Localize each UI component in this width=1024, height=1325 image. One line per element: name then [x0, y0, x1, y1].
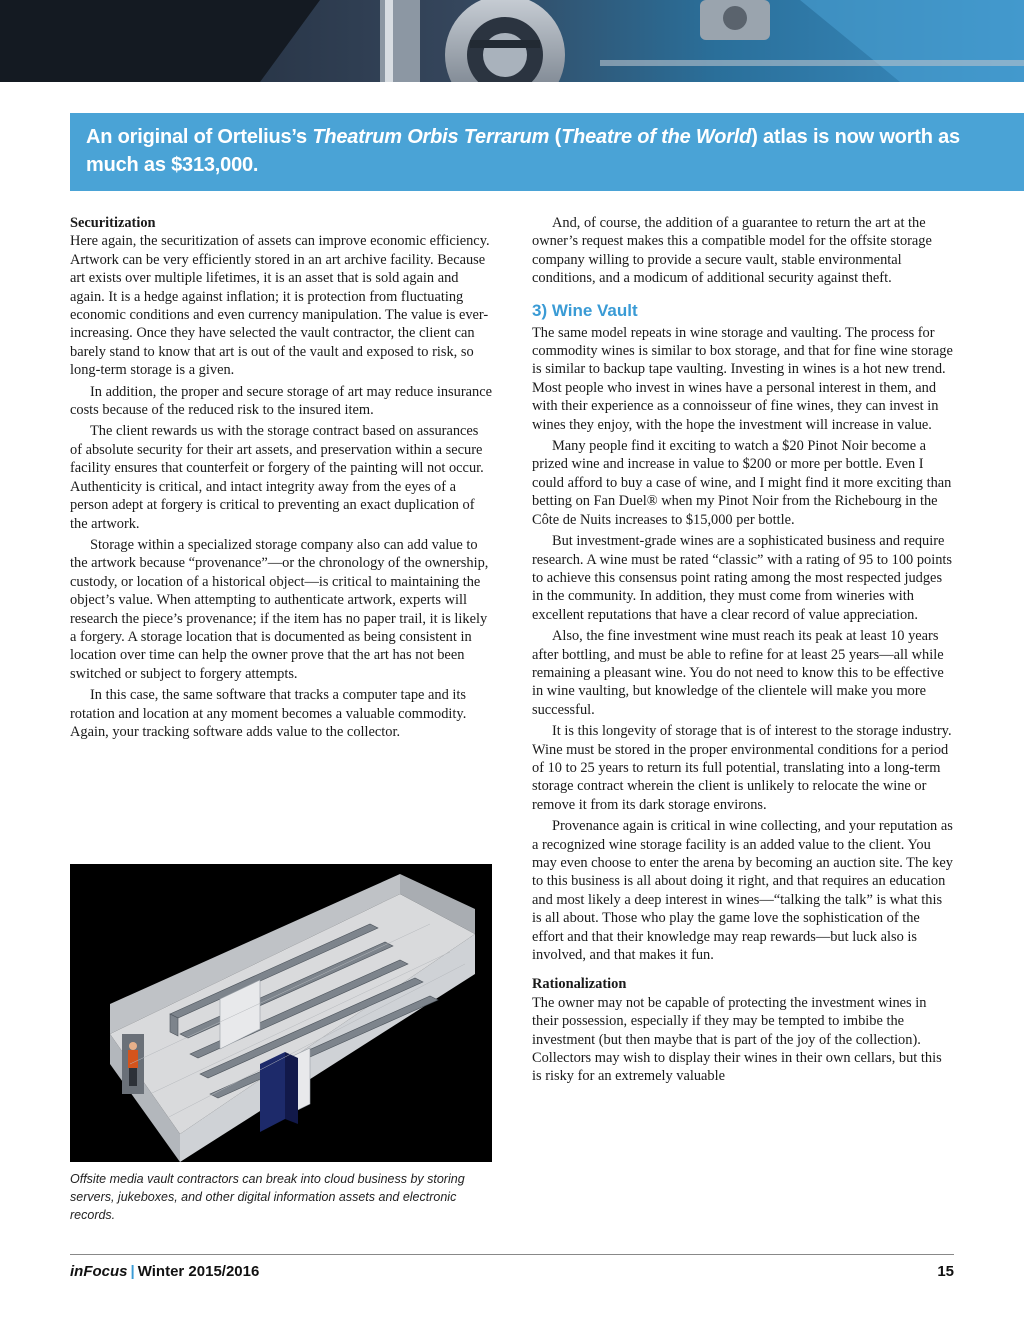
pull-quote-atlas-title: Theatrum Orbis Terrarum	[312, 126, 550, 148]
machinery-illustration	[0, 0, 1024, 82]
left-column	[70, 214, 492, 744]
body-paragraph: The client rewards us with the storage contract based on assurances of absolute security for their art assets, and preservation within a secure facility ensures that counterfeit or forgery of the painting will not occur. Authenticity is critical, and intact integrity away from the eyes of a person adept at forgery is critical to preventing an exact duplication of the artwork.	[70, 423, 484, 532]
body-paragraph: Also, the fine investment wine must reach its peak at least 10 years after bottling, and must be able to refine for at least 25 years—all while remaining a pleasant wine. You do not need to know this to be effective in wine vaulting, but knowledge of the clientele will make you more successful.	[532, 628, 944, 718]
pull-quote-text	[86, 123, 986, 179]
magazine-name: inFocus	[70, 1263, 128, 1280]
figure-caption: Offsite media vault contractors can break into cloud business by storing servers, jukeboxes, and other digital information assets and electronic records.	[70, 1172, 465, 1222]
right-column	[532, 214, 954, 1089]
pull-quote-part2: (	[549, 126, 562, 148]
securitization-heading: Securitization	[70, 215, 156, 231]
body-paragraph: Provenance again is critical in wine collecting, and your reputation as a recognized wine storage facility is an added value to the client. You may even choose to enter the arena by becoming an auction site. The key to this business is all about doing it right, and that requires an education and most likely a deep interest in wines—“talking the talk” is what this is all about. Those who play the game love the sophistication of the effort and that their knowledge may reap rewards—but luck also is involved, and that makes it fun.	[532, 818, 953, 964]
footer-separator: |	[130, 1263, 135, 1280]
header-banner-image	[0, 0, 1024, 82]
issue-label: Winter 2015/2016	[137, 1263, 260, 1280]
page-number: 15	[937, 1263, 954, 1280]
body-paragraph: Here again, the securitization of assets can improve economic efficiency. Artwork can be very efficiently stored in an art archive facility. Because art exists over multiple lifetimes, it is an asset that is sold again and again. It is a hedge against inflation; it is protection from fluctuating economic conditions and even currency manipulation. The value is ever-increasing. Once they have selected the vault contractor, the client can barely stand to know that art is out of the vault and exposed to risk, so long-term storage is a given.	[70, 233, 490, 379]
server-vault-illustration	[70, 864, 492, 1162]
rationalization-heading: Rationalization	[532, 976, 627, 993]
body-paragraph: The owner may not be capable of protecting the investment wines in their possession, especially if they may be tempted to imbibe the investment (but then maybe that is part of the joy of the collection). Collectors may wish to display their wines in their own cellars, but this is risky for an extremely valuable	[532, 994, 942, 1085]
spacer	[532, 967, 954, 975]
body-paragraph: It is this longevity of storage that is of interest to the storage industry. Wine must be stored in the proper environmental conditions for a period of 10 to 25 years to return its full potential, translating into a long-term storage contract wherein the client is unlikely to relocate the wine or remove it from its dark storage environs.	[532, 723, 952, 813]
footer-publication	[70, 1263, 259, 1280]
pull-quote-callout	[70, 113, 1024, 191]
body-paragraph: And, of course, the addition of a guarantee to return the art at the owner’s request makes this a compatible model for the offsite storage company willing to provide a secure vault, stable environmental conditions, and a modicum of additional security against theft.	[532, 215, 932, 287]
body-paragraph: In addition, the proper and secure storage of art may reduce insurance costs because of the reduced risk to the insured item.	[70, 383, 492, 419]
body-paragraph: Storage within a specialized storage company also can add value to the artwork because “provenance”—or the chronology of the ownership, custody, or location of a historical object—is critical to maintaining the object’s value. When attempting to authenticate artwork, experts will research the piece’s provenance; if the item has no paper trail, it is likely a forgery. A storage location that is documented as being consistent in location over time can help the owner prove that the art has not been switched or subject to forgery attempts.	[70, 536, 489, 682]
body-paragraph: Many people find it exciting to watch a $20 Pinot Noir become a prized wine and increase in value to $200 or more per bottle. Even I could afford to buy a case of wine, and I might find it more exciting than betting on Fan Duel® when my Pinot Noir from the Richebourg in the Côte de Nuits increases to $15,000 per bottle.	[532, 438, 952, 528]
body-paragraph: In this case, the same software that tracks a computer tape and its rotation and location at any moment becomes a valuable commodity. Again, your tracking software adds value to the collector.	[70, 687, 467, 740]
vault-illustration-figure	[70, 864, 492, 1162]
wine-vault-heading: 3) Wine Vault	[532, 300, 638, 320]
pull-quote-part1: An original of Ortelius’s	[86, 126, 313, 148]
pull-quote-part3: ) atlas is now worth as much as $313,000.	[86, 126, 960, 176]
pull-quote-atlas-subtitle: Theatre of the World	[561, 126, 752, 148]
body-paragraph: The same model repeats in wine storage and vaulting. The process for commodity wines is similar to box storage, and that for fine wine storage is similar to backup tape vaulting. Investing in wines is a hot new trend. Most people who invest in wines have a personal interest in them, and with their experience as a connoisseur of fine wines, they can invest in wines they enjoy, with the hope the investment will increase in value.	[532, 324, 953, 433]
footer-divider	[70, 1254, 954, 1255]
body-paragraph: But investment-grade wines are a sophisticated business and require research. A wine must be rated “classic” with a rating of 95 to 100 points to achieve this consensus point rating among the most respected judges in the community. In addition, they must come from wineries with excellent reputations that have a clear record of value appreciation.	[532, 533, 953, 623]
